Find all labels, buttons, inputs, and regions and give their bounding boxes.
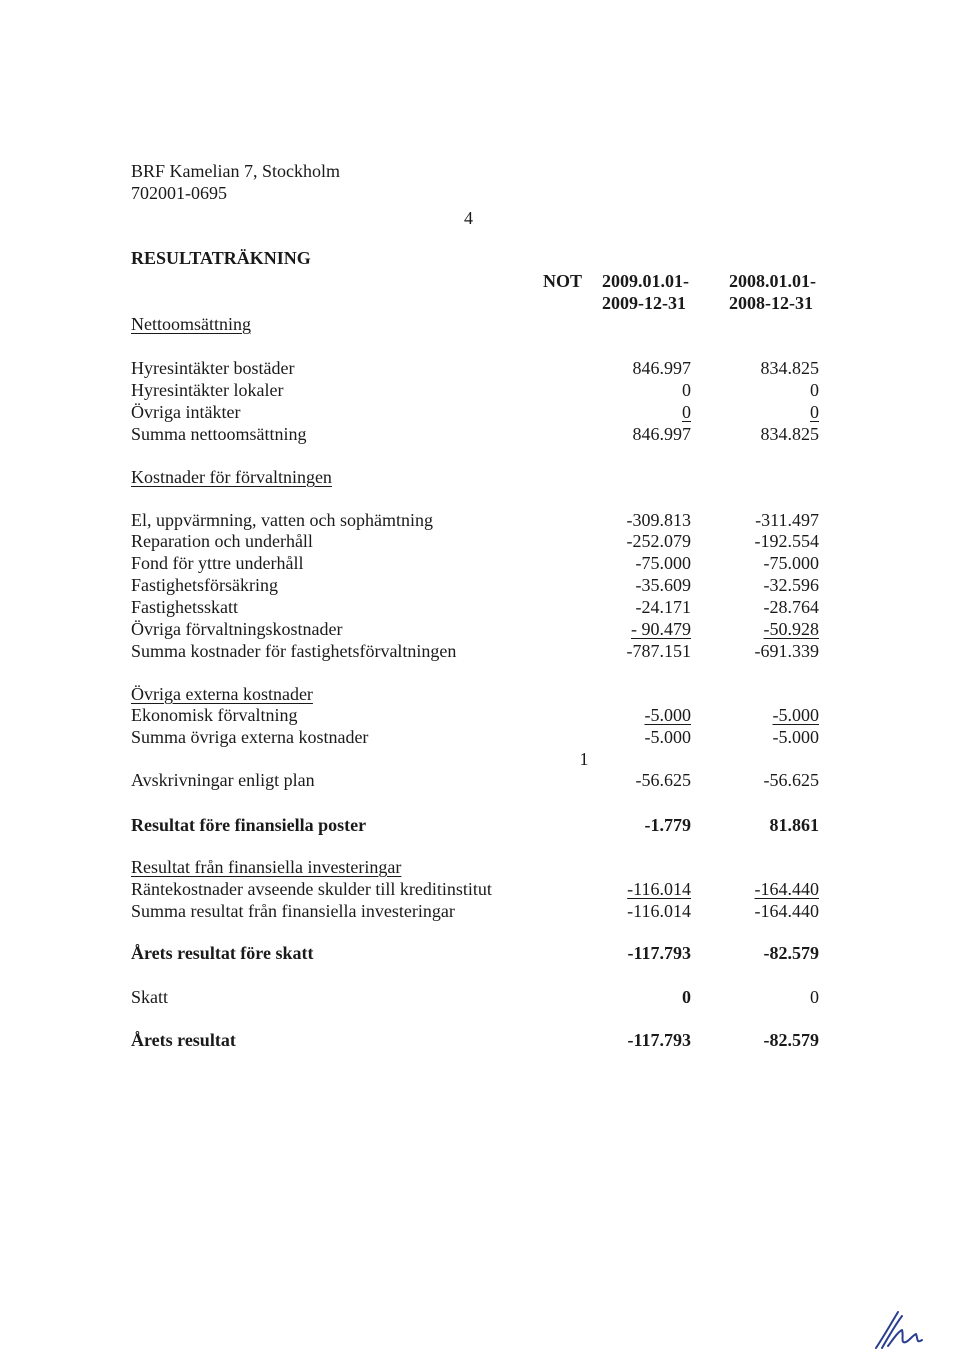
row-current-value: -309.813: [626, 510, 691, 530]
total-label: Summa kostnader för fastighetsförvaltningen: [131, 641, 457, 661]
row-current-value: 0: [682, 380, 691, 400]
row-label: Hyresintäkter bostäder: [131, 358, 295, 378]
row-previous-value: -164.440: [754, 879, 819, 899]
section-heading-admin-costs: Kostnader för förvaltningen: [131, 467, 332, 487]
subtotal-label: Resultat före finansiella poster: [131, 815, 367, 835]
total-current-value: -116.014: [627, 901, 691, 921]
previous-period-end: 2008-12-31: [729, 293, 813, 313]
total-label: Summa nettoomsättning: [131, 424, 307, 444]
note-column-header: NOT: [543, 271, 583, 291]
row-current-value: -56.625: [635, 770, 691, 790]
page-number: 4: [464, 208, 473, 228]
total-label: Summa resultat från finansiella investeringar: [131, 901, 455, 921]
row-previous-value: -192.554: [754, 531, 819, 551]
row-label: Fond för yttre underhåll: [131, 553, 304, 573]
row-previous-value: 834.825: [760, 358, 819, 378]
section-heading-external-costs: Övriga externa kostnader: [131, 684, 313, 704]
row-current-value: 0: [682, 402, 691, 422]
note-reference: 1: [579, 749, 589, 769]
row-current-value: -5.000: [644, 705, 691, 725]
organization-name: BRF Kamelian 7, Stockholm: [131, 161, 340, 181]
total-current-value: -5.000: [644, 727, 691, 747]
row-previous-value: 0: [810, 380, 819, 400]
section-heading-net-revenue: Nettoomsättning: [131, 314, 251, 334]
row-current-value: -116.014: [627, 879, 691, 899]
signature-initials-icon: [872, 1308, 926, 1352]
net-result-previous: -82.579: [763, 1030, 819, 1050]
row-current-value: -252.079: [626, 531, 691, 551]
previous-period-start: 2008.01.01-: [729, 271, 816, 291]
total-previous-value: 834.825: [760, 424, 819, 444]
row-label: Ekonomisk förvaltning: [131, 705, 298, 725]
section-heading-financial: Resultat från finansiella investeringar: [131, 857, 402, 877]
net-result-current: -117.793: [627, 1030, 691, 1050]
row-label: Räntekostnader avseende skulder till kreditinstitut: [131, 879, 492, 899]
row-previous-value: -32.596: [763, 575, 819, 595]
row-previous-value: -311.497: [755, 510, 819, 530]
row-previous-value: -75.000: [763, 553, 819, 573]
tax-previous: 0: [810, 987, 819, 1007]
row-previous-value: -56.625: [763, 770, 819, 790]
total-previous-value: -164.440: [754, 901, 819, 921]
current-period-start: 2009.01.01-: [602, 271, 689, 291]
row-current-value: -24.171: [635, 597, 691, 617]
row-previous-value: -28.764: [763, 597, 819, 617]
result-before-tax-previous: -82.579: [763, 943, 819, 963]
row-label: Fastighetsförsäkring: [131, 575, 278, 595]
tax-current: 0: [682, 987, 691, 1007]
row-previous-value: -5.000: [772, 705, 819, 725]
row-label: Avskrivningar enligt plan: [131, 770, 315, 790]
tax-label: Skatt: [131, 987, 169, 1007]
total-current-value: -787.151: [626, 641, 691, 661]
row-label: Fastighetsskatt: [131, 597, 238, 617]
total-previous-value: -691.339: [754, 641, 819, 661]
total-current-value: 846.997: [632, 424, 691, 444]
row-current-value: -75.000: [635, 553, 691, 573]
row-current-value: - 90.479: [631, 619, 691, 639]
row-label: Reparation och underhåll: [131, 531, 313, 551]
organization-number: 702001-0695: [131, 183, 227, 203]
row-current-value: -35.609: [635, 575, 691, 595]
page-title: RESULTATRÄKNING: [131, 248, 311, 268]
net-result-label: Årets resultat: [131, 1030, 236, 1050]
total-previous-value: -5.000: [772, 727, 819, 747]
row-current-value: 846.997: [632, 358, 691, 378]
row-label: El, uppvärmning, vatten och sophämtning: [131, 510, 433, 530]
row-label: Övriga förvaltningskostnader: [131, 619, 343, 639]
row-label: Övriga intäkter: [131, 402, 241, 422]
result-before-tax-label: Årets resultat före skatt: [131, 943, 314, 963]
row-label: Hyresintäkter lokaler: [131, 380, 284, 400]
row-previous-value: -50.928: [763, 619, 819, 639]
current-period-end: 2009-12-31: [602, 293, 686, 313]
result-before-tax-current: -117.793: [627, 943, 691, 963]
row-previous-value: 0: [810, 402, 819, 422]
subtotal-current-value: -1.779: [644, 815, 691, 835]
subtotal-previous-value: 81.861: [769, 815, 819, 835]
total-label: Summa övriga externa kostnader: [131, 727, 369, 747]
